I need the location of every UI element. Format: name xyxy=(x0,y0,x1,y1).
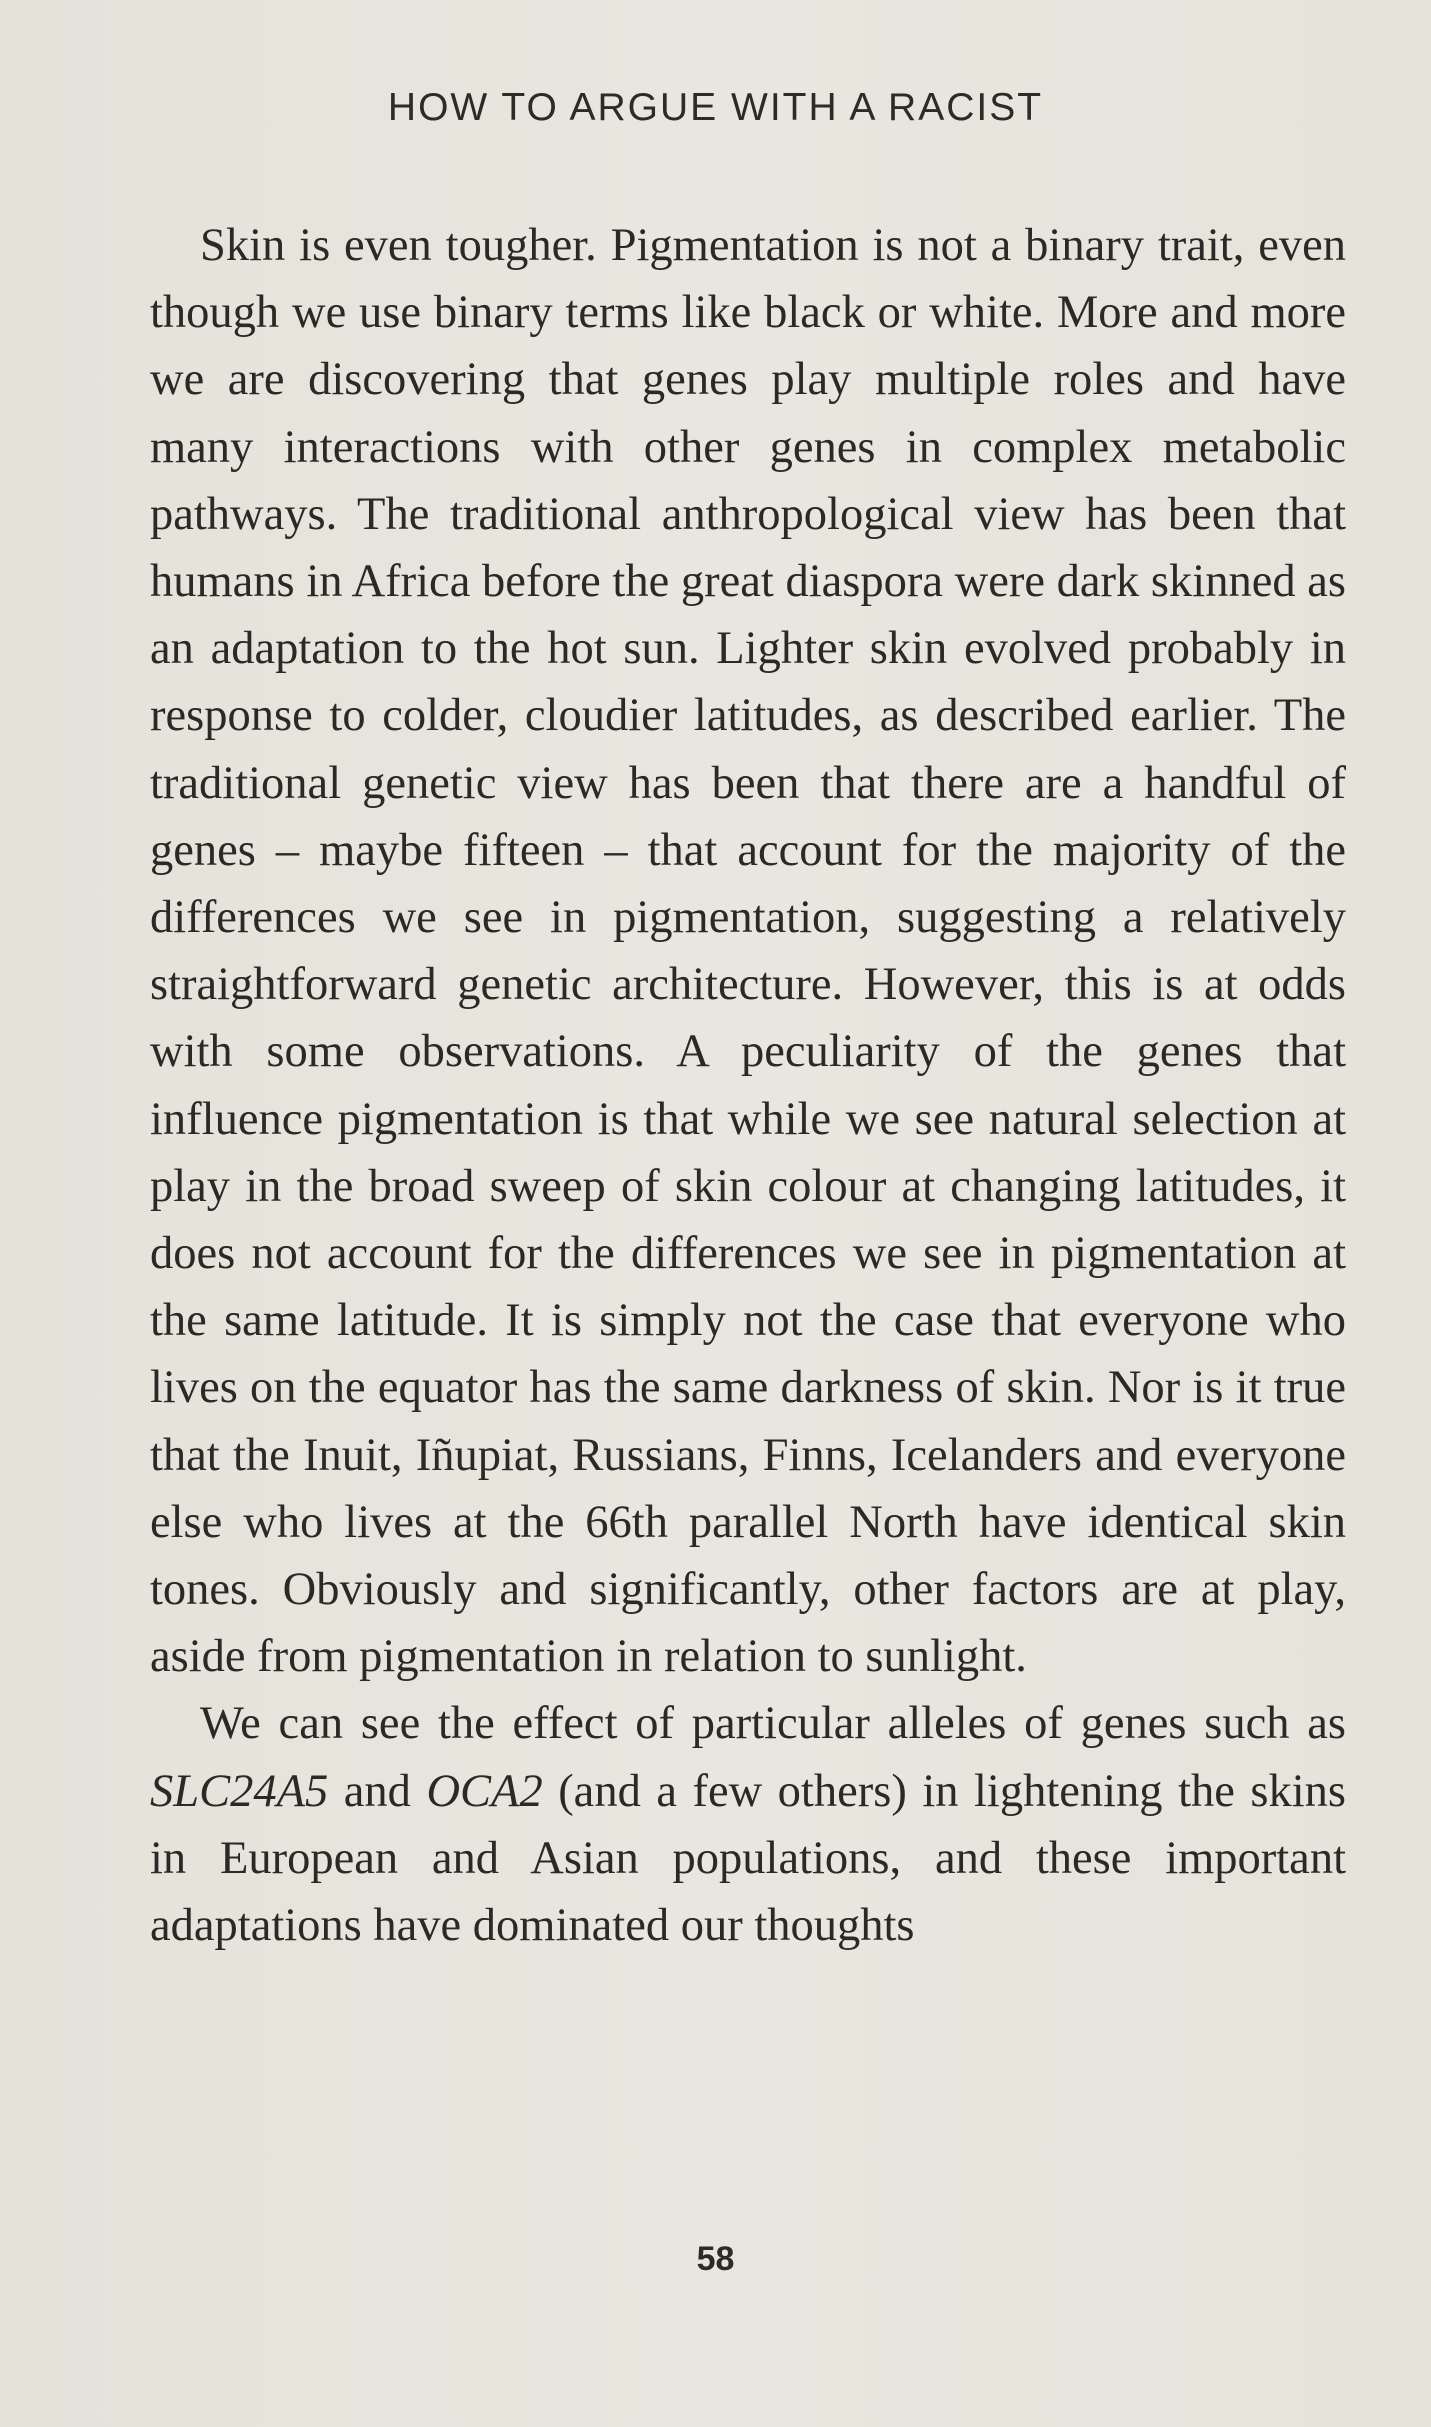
paragraph-2-text: (and a few others) in lightening the skins in European and Asian populations, and these important adaptations have dominated our thoughts xyxy=(150,1765,1346,1952)
paragraph-2 xyxy=(150,1690,1346,1959)
running-head: HOW TO ARGUE WITH A RACIST xyxy=(387,86,1044,129)
paragraph-2-text: and xyxy=(328,1765,427,1817)
paragraph-1 xyxy=(150,212,1346,1690)
body-text xyxy=(150,212,1346,1959)
page-number: 58 xyxy=(696,2240,735,2278)
gene-name-slc24a5: SLC24A5 xyxy=(150,1765,329,1817)
paragraph-1-text: Skin is even tougher. Pigmentation is not a binary trait, even though we use binary terms like black or white. More and more we are discovering that genes play multiple roles and have many interactions with other genes in complex metabolic pathways. The traditional anthropological view has been that humans in Africa before the great diaspora were dark skinned as an adaptation to the hot sun. Lighter skin evolved probably in response to colder, cloudier latitudes, as described earlier. The traditional genetic view has been that there are a handful of genes – maybe fifteen – that account for the majority of the differences we see in pigmentation, suggesting a relatively straightforward genetic architecture. However, this is at odds with some observations. A peculiarity of the genes that influence pigmentation is that while we see natural selection at play in the broad sweep of skin colour at changing latitudes, it does not account for the differences we see in pigmentation at the same latitude. It is simply not the case that everyone who lives on the equator has the same darkness of skin. Nor is it true that the Inuit, Iñupiat, Russians, Finns, Icelanders and everyone else who lives at the 66th parallel North have identical skin tones. Obviously and significantly, other factors are at play, aside from pigmentation in relation to sunlight. xyxy=(150,220,1346,1683)
gene-name-oca2: OCA2 xyxy=(426,1765,543,1817)
paragraph-2-text: We can see the effect of particular alleles of genes such as xyxy=(200,1698,1346,1750)
